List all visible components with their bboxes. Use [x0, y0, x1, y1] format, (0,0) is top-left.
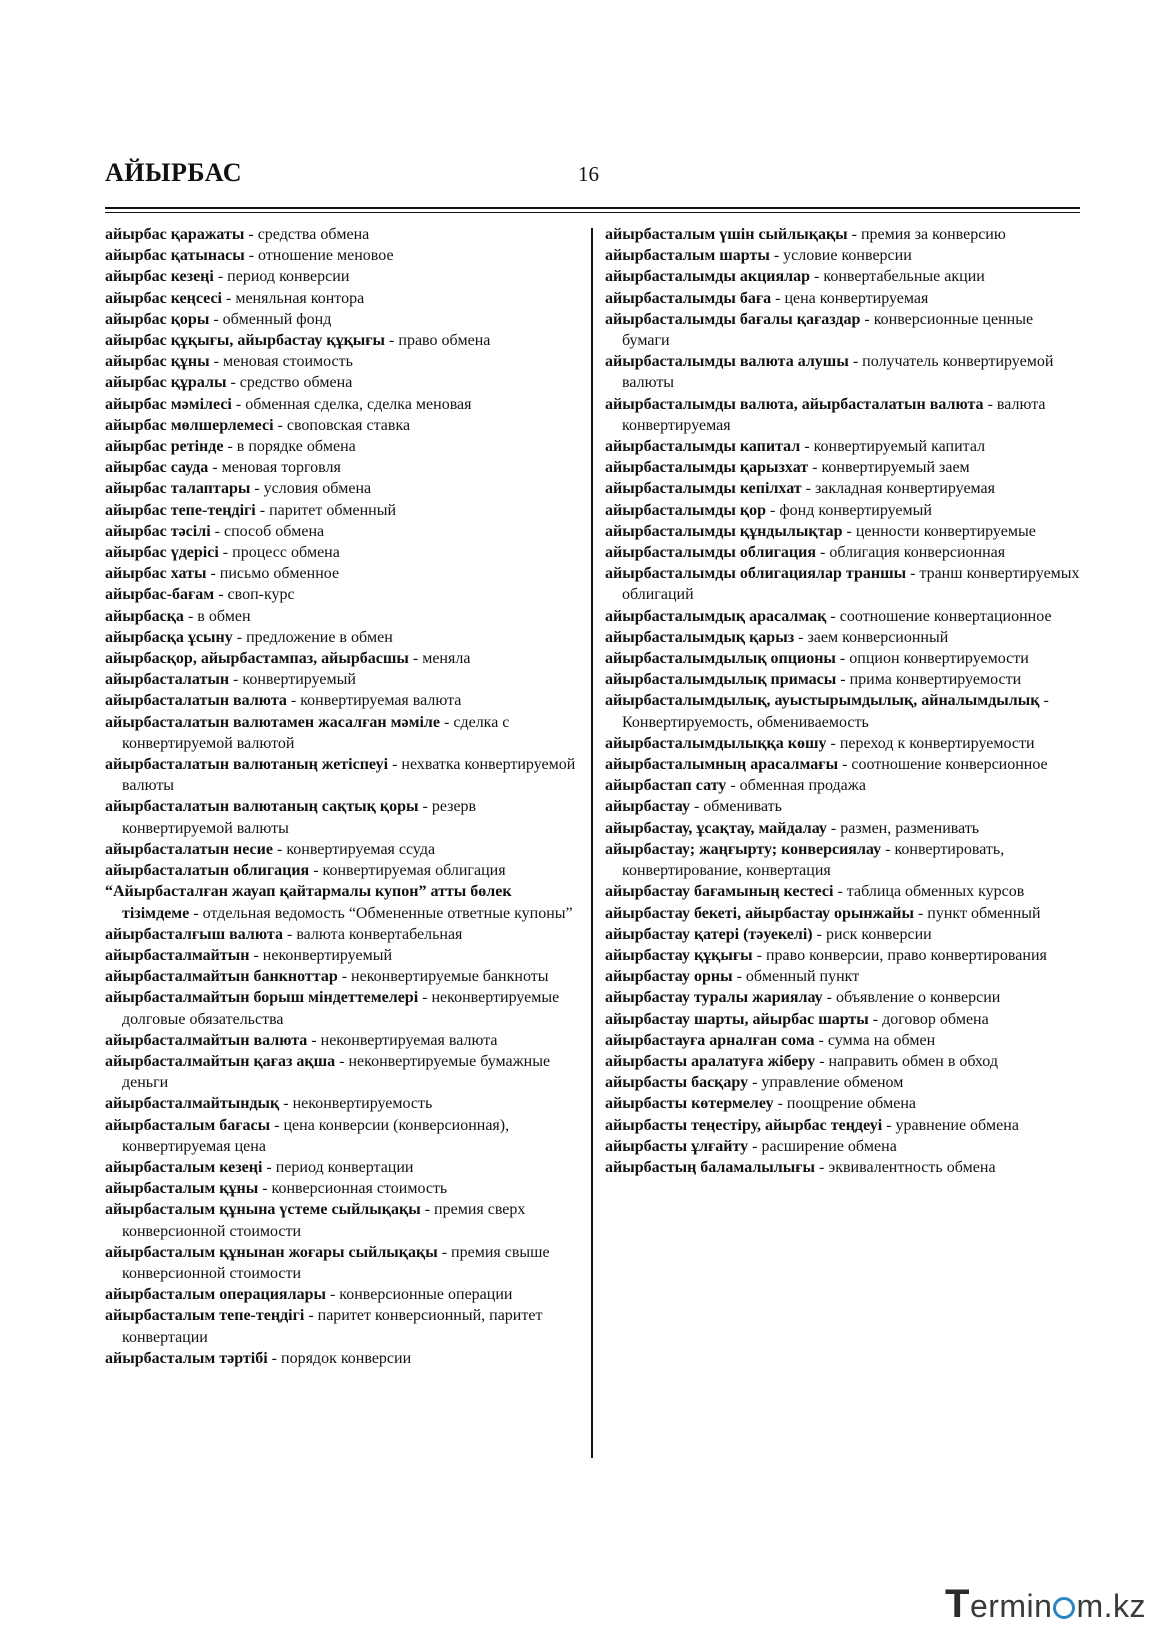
entry-definition: - конвертируемый заем	[808, 459, 970, 477]
dictionary-entry	[605, 1051, 1083, 1072]
entry-definition: - период конверсии	[213, 268, 350, 286]
entry-definition: - меняла	[408, 650, 471, 668]
entry-definition: - договор обмена	[868, 1010, 989, 1028]
dictionary-entry	[605, 839, 1083, 881]
dictionary-entry	[105, 309, 581, 330]
entry-term: айырбасталатын	[105, 671, 230, 689]
dictionary-entry	[605, 351, 1083, 393]
entry-definition: - конвертировать, конвертирование, конвертация	[622, 840, 1005, 880]
entry-definition: - неконвертируемый	[249, 946, 393, 964]
dictionary-entry	[105, 606, 581, 627]
entry-term: айырбасталым шарты	[605, 247, 770, 265]
page-number: 16	[578, 162, 599, 186]
entry-definition: - конверсионные ценные бумаги	[622, 310, 1034, 350]
dictionary-entry	[105, 945, 581, 966]
dictionary-entry	[605, 754, 1083, 775]
dictionary-entry	[105, 1284, 581, 1305]
dictionary-entry	[605, 542, 1083, 563]
entry-definition: - обменная сделка, сделка меновая	[231, 395, 472, 413]
header-rule	[105, 207, 1080, 209]
dictionary-entry	[605, 733, 1083, 754]
entry-term: айырбас қатынасы	[105, 247, 245, 265]
entry-term: “Айырбасталған жауап қайтармалы купон” атты бөлек тізімдеме	[105, 883, 512, 922]
dictionary-entry	[605, 606, 1083, 627]
entry-term: айырбас құралы	[105, 374, 227, 392]
dictionary-entry	[605, 309, 1083, 351]
dictionary-entry	[605, 500, 1083, 521]
entry-definition: - право конверсии, право конвертирования	[752, 946, 1047, 964]
entry-definition: - письмо обменное	[206, 565, 340, 583]
entry-definition: - меновая торговля	[208, 459, 341, 477]
entry-term: айырбасталымды валюта, айырбасталатын валюта	[605, 395, 984, 413]
dictionary-entry	[105, 1051, 581, 1093]
dictionary-entry	[105, 500, 581, 521]
entry-definition: - закладная конвертируемая	[801, 480, 996, 498]
entry-definition: - риск конверсии	[812, 925, 932, 943]
entry-definition: - паритет обменный	[255, 501, 397, 519]
dictionary-entry	[605, 478, 1083, 499]
dictionary-entry	[605, 1009, 1083, 1030]
entry-term: айырбасқа ұсыну	[105, 628, 233, 646]
entry-definition: - меняльная контора	[222, 289, 365, 307]
entry-term: айырбастау бағамының кестесі	[605, 883, 834, 901]
entry-definition: - неконвертируемые банкноты	[337, 968, 549, 986]
entry-definition: - резерв конвертируемой валюты	[122, 798, 477, 837]
entry-term: айырбас қаражаты	[105, 226, 245, 243]
entry-term: айырбасталымдық арасалмақ	[605, 607, 827, 625]
entry-term: айырбастау	[605, 798, 690, 816]
dictionary-entry	[105, 1199, 581, 1241]
dictionary-entry	[105, 1093, 581, 1114]
logo-text-domain: m.kz	[1076, 1588, 1146, 1624]
entry-definition: - облигация конверсионная	[816, 544, 1006, 562]
left-column	[105, 224, 581, 1369]
dictionary-entry	[105, 563, 581, 584]
dictionary-entry	[105, 1178, 581, 1199]
entry-term: айырбасталым кезеңі	[105, 1158, 263, 1176]
dictionary-entry	[105, 1242, 581, 1284]
entry-term: айырбасталым операциялары	[105, 1286, 326, 1304]
entry-definition: - сумма на обмен	[814, 1031, 936, 1049]
entry-term: айырбастау құқығы	[605, 946, 753, 964]
entry-definition: - конвертабельные акции	[810, 268, 985, 286]
entry-definition: - конверсионная стоимость	[258, 1180, 448, 1198]
entry-term: айырбас мәмілесі	[105, 395, 232, 413]
dictionary-entry	[105, 881, 581, 923]
entry-definition: - в порядке обмена	[223, 438, 356, 456]
entry-term: айырбасталымды кепілхат	[605, 480, 802, 498]
dictionary-entry	[605, 436, 1083, 457]
entry-term: айырбасталымның арасалмағы	[605, 756, 839, 774]
dictionary-entry	[605, 245, 1083, 266]
dictionary-entry	[605, 1030, 1083, 1051]
entry-definition: - ценности конвертируемые	[842, 522, 1036, 540]
entry-term: айырбасталатын валютаның сақтық қоры	[105, 798, 419, 816]
dictionary-entry	[605, 563, 1083, 605]
entry-term: айырбас хаты	[105, 565, 207, 583]
termincom-logo	[945, 1582, 1146, 1627]
logo-letter-t: T	[945, 1582, 970, 1626]
entry-definition: - отношение меновое	[244, 247, 394, 265]
entry-definition: - фонд конвертируемый	[765, 501, 932, 519]
dictionary-entry	[605, 881, 1083, 902]
dictionary-entry	[605, 1136, 1083, 1157]
entry-term: айырбасты көтермелеу	[605, 1095, 774, 1113]
entry-term: айырбас тәсілі	[105, 522, 211, 540]
entry-term: айырбасталмайтын валюта	[105, 1031, 308, 1049]
entry-definition: - таблица обменных курсов	[833, 883, 1025, 901]
entry-definition: - конвертируемый капитал	[800, 438, 986, 456]
entry-definition: - обменный фонд	[209, 310, 332, 328]
dictionary-entry	[605, 818, 1083, 839]
entry-term: айырбас мөлшерлемесі	[105, 416, 274, 434]
entry-term: айырбас ретінде	[105, 438, 224, 456]
entry-definition: - способ обмена	[210, 522, 325, 540]
entry-definition: - неконвертируемые долговые обязательства	[122, 989, 560, 1028]
dictionary-entry	[105, 1157, 581, 1178]
right-column	[605, 224, 1083, 1178]
entry-definition: - порядок конверсии	[267, 1349, 412, 1367]
dictionary-entry	[105, 924, 581, 945]
entry-definition: - цена конверсии (конверсионная), конвертируемая цена	[122, 1116, 510, 1155]
entry-definition: - конвертируемая облигация	[309, 862, 506, 880]
dictionary-entry	[105, 839, 581, 860]
dictionary-entry	[105, 224, 581, 245]
entry-term: айырбасталымды бағалы қағаздар	[605, 310, 861, 328]
entry-term: айырбасталымды облигациялар траншы	[605, 565, 907, 583]
dictionary-entry	[605, 394, 1083, 436]
dictionary-entry	[605, 669, 1083, 690]
entry-term: айырбасқор, айырбастампаз, айырбасшы	[105, 650, 409, 668]
entry-definition: - заем конверсионный	[794, 628, 949, 646]
entry-definition: - своп-курс	[214, 586, 295, 604]
entry-definition: - транш конвертируемых облигаций	[622, 565, 1080, 604]
entry-definition: - конвертируемая ссуда	[272, 840, 436, 858]
entry-definition: - меновая стоимость	[209, 353, 353, 371]
dictionary-entry	[105, 351, 581, 372]
dictionary-entry	[105, 754, 581, 796]
entry-term: айырбасталым тәртібі	[105, 1349, 268, 1367]
entry-term: айырбас-бағам	[105, 586, 215, 604]
dictionary-entry	[105, 648, 581, 669]
entry-definition: - неконвертируемые бумажные деньги	[122, 1052, 551, 1092]
dictionary-entry	[605, 627, 1083, 648]
dictionary-entry	[105, 415, 581, 436]
entry-term: айырбасталымды қарызхат	[605, 459, 809, 477]
entry-definition: - в обмен	[183, 607, 251, 625]
entry-term: айырбас кеңсесі	[105, 289, 222, 307]
entry-definition: - прима конвертируемости	[836, 671, 1022, 689]
dictionary-entry	[605, 288, 1083, 309]
entry-term: айырбасталымды қор	[605, 501, 766, 519]
entry-term: айырбасталымдық қарыз	[605, 628, 795, 646]
entry-definition: - паритет конверсионный, паритет конвертации	[122, 1307, 543, 1346]
entry-definition: - соотношение конверсионное	[838, 756, 1048, 774]
entry-term: айырбасталымдылық опционы	[605, 650, 836, 668]
dictionary-entry	[105, 1348, 581, 1369]
dictionary-entry	[105, 1305, 581, 1347]
entry-definition: - управление обменом	[748, 1074, 904, 1092]
entry-definition: - Конвертируемость, обмениваемость	[622, 692, 1049, 731]
entry-term: айырбасты ұлғайту	[605, 1137, 749, 1155]
entry-term: айырбасталым құнына үстеме сыйлықақы	[105, 1201, 421, 1219]
page-title: АЙЫРБАС	[105, 158, 243, 187]
entry-definition: - предложение в обмен	[232, 628, 393, 646]
entry-definition: - конвертируемый	[229, 671, 356, 689]
entry-definition: - эквивалентность обмена	[815, 1158, 996, 1176]
entry-definition: - соотношение конвертационное	[826, 607, 1052, 625]
dictionary-entry	[105, 436, 581, 457]
entry-term: айырбас құқығы, айырбастау құқығы	[105, 332, 386, 350]
entry-term: айырбасталатын валюта	[105, 692, 287, 710]
dictionary-entry	[105, 372, 581, 393]
dictionary-entry	[605, 775, 1083, 796]
dictionary-entry	[105, 457, 581, 478]
dictionary-entry	[105, 627, 581, 648]
dictionary-entry	[605, 796, 1083, 817]
entry-term: айырбастау; жаңғырту; конверсиялау	[605, 840, 882, 858]
entry-definition: - условие конверсии	[769, 247, 912, 265]
dictionary-entry	[105, 690, 581, 711]
entry-term: айырбастауға арналған сома	[605, 1031, 815, 1049]
entry-term: айырбас құны	[105, 353, 210, 371]
dictionary-entry	[105, 245, 581, 266]
dictionary-entry	[105, 521, 581, 542]
dictionary-entry	[105, 860, 581, 881]
entry-definition: - сделка с конвертируемой валютой	[122, 713, 510, 752]
entry-term: айырбас тепе-теңдігі	[105, 501, 256, 519]
entry-term: айырбасталмайтындық	[105, 1095, 280, 1113]
dictionary-entry	[105, 669, 581, 690]
entry-definition: - направить обмен в обход	[815, 1052, 998, 1070]
dictionary-entry	[105, 1030, 581, 1051]
dictionary-entry	[605, 1093, 1083, 1114]
entry-definition: - отдельная ведомость “Обмененные ответные купоны”	[189, 904, 573, 922]
entry-definition: - расширение обмена	[748, 1137, 897, 1155]
entry-definition: - средство обмена	[226, 374, 353, 392]
entry-term: айырбасталмайтын банкноттар	[105, 968, 338, 986]
logo-circle-icon	[1053, 1597, 1075, 1619]
entry-term: айырбас кезеңі	[105, 268, 214, 286]
entry-term: айырбасталымды құндылықтар	[605, 522, 843, 540]
entry-definition: - опцион конвертируемости	[835, 650, 1029, 668]
entry-term: айырбастау туралы жариялау	[605, 989, 823, 1007]
entry-term: айырбасты басқару	[605, 1074, 749, 1092]
entry-definition: - период конвертации	[262, 1158, 414, 1176]
dictionary-entry	[605, 521, 1083, 542]
column-divider	[591, 228, 593, 1458]
entry-term: айырбасталымды баға	[605, 289, 772, 307]
dictionary-entry	[605, 266, 1083, 287]
entry-definition: - обменный пункт	[732, 968, 860, 986]
dictionary-entry	[605, 987, 1083, 1008]
entry-definition: - право обмена	[385, 332, 491, 350]
entry-term: айырбасталым бағасы	[105, 1116, 271, 1134]
entry-definition: - премия за конверсию	[847, 226, 1006, 243]
entry-term: айырбастау қатері (тәуекелі)	[605, 925, 813, 943]
entry-term: айырбасталатын валютаның жетіспеуі	[105, 756, 389, 774]
entry-definition: - конверсионные операции	[325, 1286, 513, 1304]
entry-term: айырбас үдерісі	[105, 544, 219, 562]
entry-term: айырбастау, ұсақтау, майдалау	[605, 819, 827, 837]
entry-term: айырбастау шарты, айырбас шарты	[605, 1010, 869, 1028]
entry-definition: - конвертируемая валюта	[286, 692, 462, 710]
dictionary-entry	[105, 288, 581, 309]
entry-term: айырбасталатын облигация	[105, 862, 310, 880]
dictionary-entry	[105, 796, 581, 838]
dictionary-entry	[105, 966, 581, 987]
entry-definition: - валюта конвертабельная	[282, 925, 463, 943]
entry-term: айырбасталмайтын қағаз ақша	[105, 1052, 336, 1070]
entry-term: айырбасталғыш валюта	[105, 925, 283, 943]
entry-term: айырбасталымды облигация	[605, 544, 817, 562]
entry-definition: - обменивать	[689, 798, 782, 816]
entry-definition: - неконвертируемость	[279, 1095, 433, 1113]
dictionary-entry	[605, 966, 1083, 987]
dictionary-entry	[605, 648, 1083, 669]
dictionary-entry	[605, 1115, 1083, 1136]
logo-text-ermin: ermin	[969, 1588, 1053, 1624]
entry-term: айырбасталатын валютамен жасалған мәміле	[105, 713, 441, 731]
entry-term: айырбастап сату	[605, 777, 727, 795]
entry-definition: - объявление о конверсии	[822, 989, 1001, 1007]
dictionary-entry	[605, 224, 1083, 245]
dictionary-entry	[105, 712, 581, 754]
entry-definition: - валюта конвертируемая	[622, 395, 1046, 434]
entry-term: айырбасталымдылыққа көшу	[605, 734, 827, 752]
entry-definition: - премия свыше конверсионной стоимости	[122, 1243, 550, 1282]
entry-term: айырбастың баламалылығы	[605, 1158, 816, 1176]
entry-term: айырбастау бекеті, айырбастау орынжайы	[605, 904, 914, 922]
entry-term: айырбасталымды капитал	[605, 438, 801, 456]
entry-definition: - неконвертируемая валюта	[307, 1031, 498, 1049]
entry-definition: - средства обмена	[244, 226, 370, 243]
dictionary-entry	[605, 690, 1083, 732]
entry-term: айырбас талаптары	[105, 480, 251, 498]
dictionary-entry	[605, 1157, 1083, 1178]
entry-definition: - переход к конвертируемости	[826, 734, 1035, 752]
dictionary-entry	[105, 1115, 581, 1157]
dictionary-entry	[105, 478, 581, 499]
entry-term: айырбас қоры	[105, 310, 210, 328]
entry-definition: - уравнение обмена	[882, 1116, 1019, 1134]
entry-definition: - получатель конвертируемой валюты	[622, 353, 1054, 392]
dictionary-entry	[105, 330, 581, 351]
entry-definition: - премия сверх конверсионной стоимости	[122, 1201, 526, 1240]
entry-term: айырбасталатын несие	[105, 840, 273, 858]
entry-definition: - процесс обмена	[218, 544, 340, 562]
entry-definition: - нехватка конвертируемой валюты	[122, 756, 576, 795]
dictionary-entry	[105, 987, 581, 1029]
entry-term: айырбасталымдылық, ауыстырымдылық, айналымдылық	[605, 692, 1040, 710]
dictionary-entry	[605, 945, 1083, 966]
entry-term: айырбасты аралатуға жіберу	[605, 1052, 816, 1070]
dictionary-entry	[605, 1072, 1083, 1093]
entry-definition: - цена конвертируемая	[771, 289, 929, 307]
entry-term: айырбасталмайтын борыш міндеттемелері	[105, 989, 419, 1007]
entry-term: айырбасталмайтын	[105, 946, 250, 964]
entry-definition: - условия обмена	[250, 480, 372, 498]
entry-definition: - размен, разменивать	[826, 819, 980, 837]
entry-term: айырбасты теңестіру, айырбас теңдеуі	[605, 1116, 883, 1134]
dictionary-entry	[105, 584, 581, 605]
entry-definition: - обменная продажа	[726, 777, 866, 795]
entry-term: айырбасталым үшін сыйлықақы	[605, 226, 848, 243]
entry-definition: - поощрение обмена	[773, 1095, 916, 1113]
entry-term: айырбасталымды акциялар	[605, 268, 811, 286]
entry-term: айырбасталым құнынан жоғары сыйлықақы	[105, 1243, 438, 1261]
entry-term: айырбастау орны	[605, 968, 733, 986]
dictionary-entry	[605, 457, 1083, 478]
entry-term: айырбасталым тепе-теңдігі	[105, 1307, 305, 1325]
entry-term: айырбасқа	[105, 607, 184, 625]
entry-definition: - пункт обменный	[913, 904, 1041, 922]
entry-definition: - своповская ставка	[273, 416, 411, 434]
entry-term: айырбасталымдылық примасы	[605, 671, 837, 689]
dictionary-entry	[605, 924, 1083, 945]
dictionary-entry	[105, 394, 581, 415]
dictionary-entry	[105, 542, 581, 563]
entry-term: айырбасталым құны	[105, 1180, 259, 1198]
header-rule-thin	[105, 212, 1080, 213]
entry-term: айырбас сауда	[105, 459, 209, 477]
entry-term: айырбасталымды валюта алушы	[605, 353, 849, 371]
dictionary-entry	[605, 903, 1083, 924]
dictionary-entry	[105, 266, 581, 287]
